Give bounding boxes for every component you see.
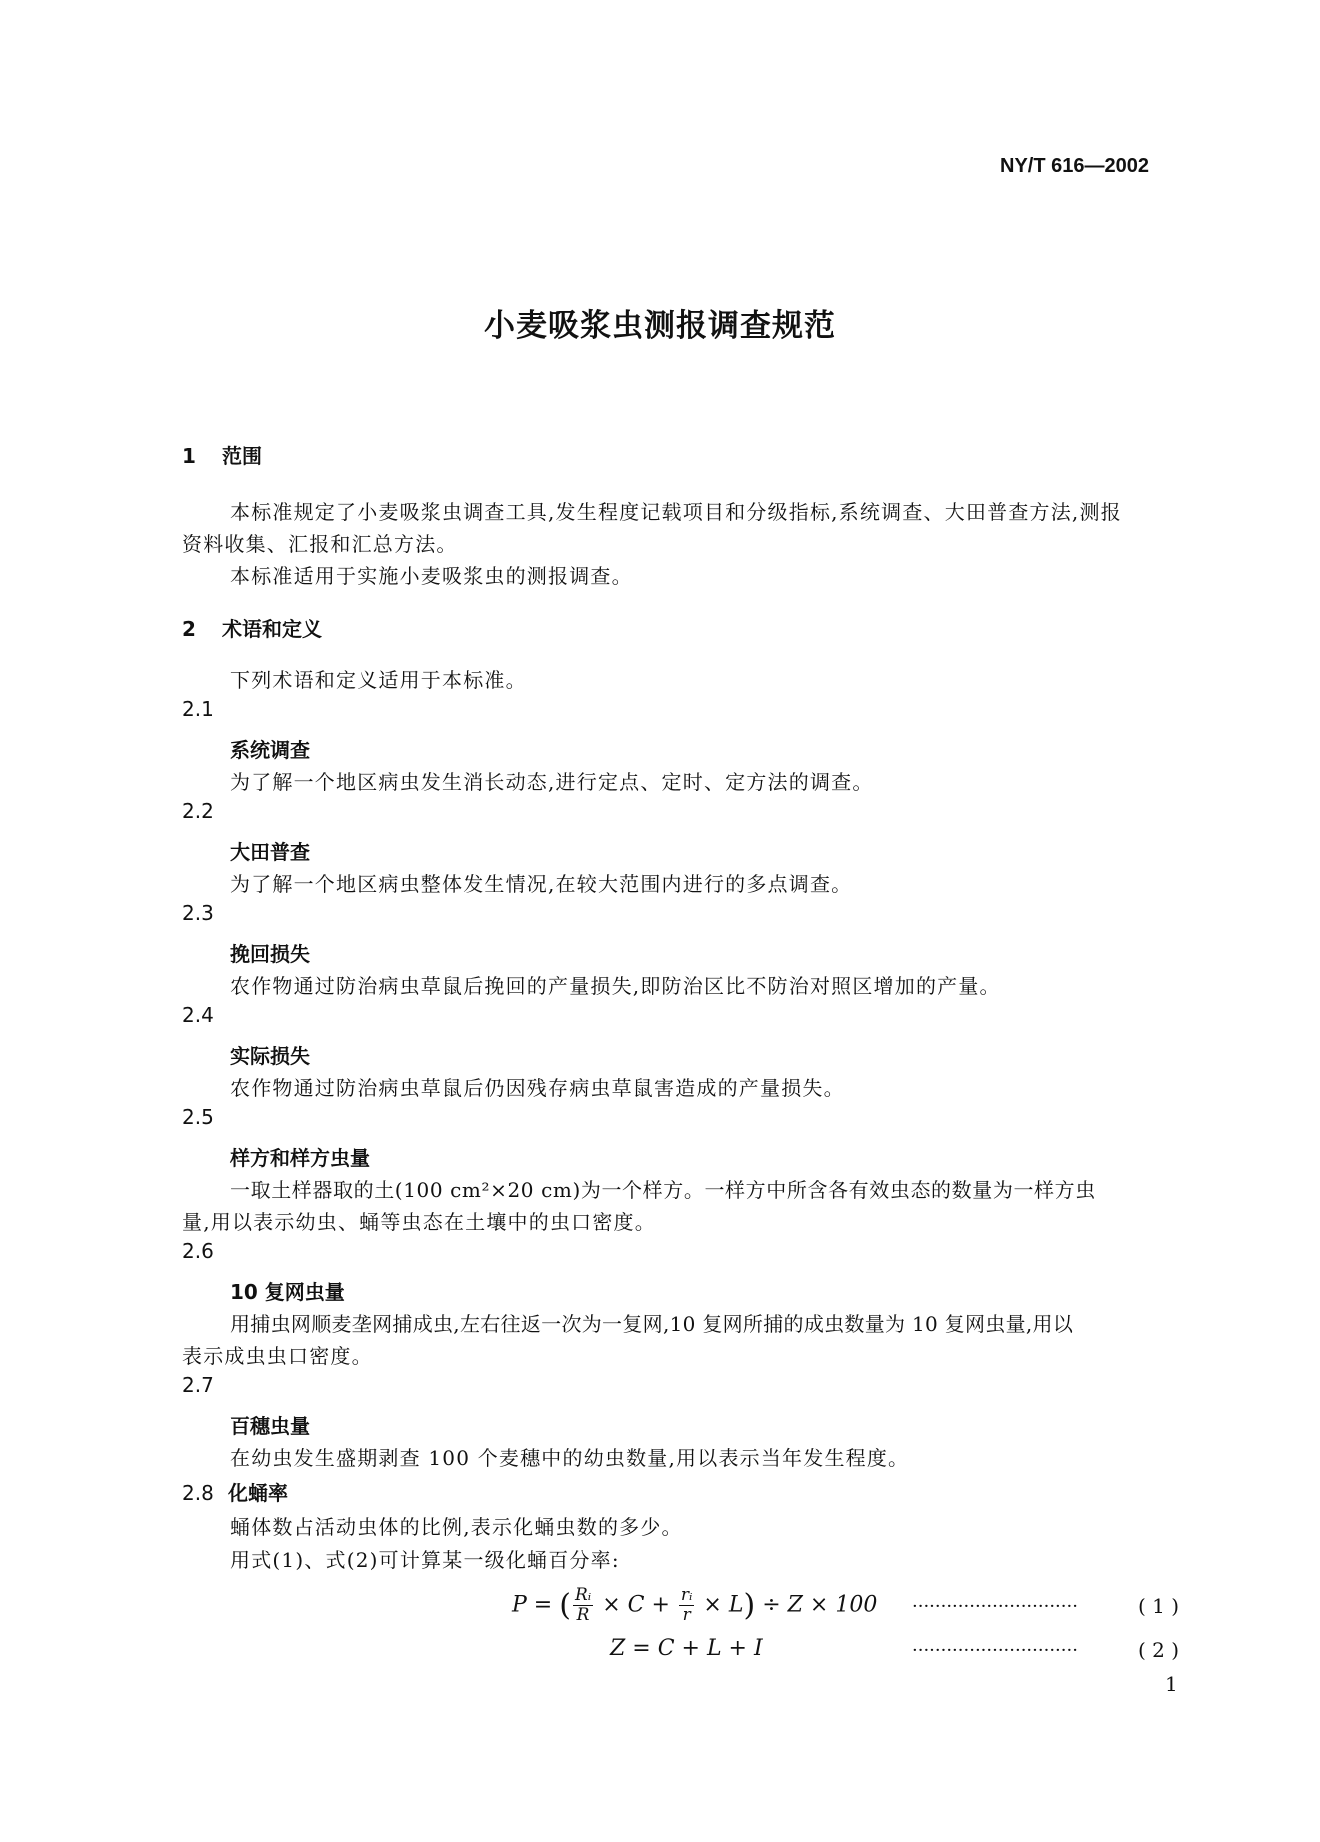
close-paren: ) (743, 1588, 756, 1623)
paragraph: 本标准适用于实施小麦吸浆虫的测报调查。 (230, 564, 633, 588)
term-heading: 挽回损失 (230, 942, 310, 966)
section-1-heading (182, 440, 262, 469)
formula-term: × C + (602, 1592, 670, 1618)
term-definition: 量,用以表示幼虫、蛹等虫态在土壤中的虫口密度。 (182, 1210, 656, 1234)
term-definition: 一取土样器取的土(100 cm²×20 cm)为一个样方。一样方中所含各有效虫态的数量为一样方虫 (230, 1178, 1096, 1202)
formula-label: ( 2 ) (1138, 1638, 1180, 1662)
fraction (679, 1586, 695, 1625)
term-number: 2.3 (182, 901, 214, 925)
section-title: 术语和定义 (222, 617, 322, 641)
term-definition: 用捕虫网顺麦垄网捕成虫,左右往返一次为一复网,10 复网所捕的成虫数量为 10 复网虫量,用以 (230, 1312, 1074, 1336)
leader-dots: ····························· (912, 1640, 1078, 1661)
fraction-numerator: Rᵢ (574, 1585, 592, 1605)
term-heading: 样方和样方虫量 (230, 1146, 370, 1170)
paragraph: 下列术语和定义适用于本标准。 (230, 668, 527, 692)
term-definition: 为了解一个地区病虫发生消长动态,进行定点、定时、定方法的调查。 (230, 770, 874, 794)
term-heading: 百穗虫量 (230, 1414, 310, 1438)
open-paren: ( (559, 1588, 571, 1623)
page-number: 1 (1165, 1672, 1178, 1696)
term-number: 2.7 (182, 1373, 214, 1397)
formula-lhs: P = (512, 1592, 553, 1618)
term-heading-inline (182, 1477, 288, 1506)
term-definition: 农作物通过防治病虫草鼠后仍因残存病虫草鼠害造成的产量损失。 (230, 1076, 845, 1100)
term-number: 2.2 (182, 799, 214, 823)
section-title: 范围 (222, 444, 262, 468)
page-title: 小麦吸浆虫测报调查规范 (484, 308, 836, 344)
section-number: 2 (182, 617, 196, 641)
section-2-heading (182, 613, 322, 642)
term-definition: 蛹体数占活动虫体的比例,表示化蛹虫数的多少。 (230, 1515, 683, 1539)
formula-label: ( 1 ) (1138, 1594, 1180, 1618)
term-number: 2.8 (182, 1481, 214, 1505)
term-number: 2.5 (182, 1105, 214, 1129)
fraction-numerator: rᵢ (680, 1585, 693, 1605)
term-definition: 用式(1)、式(2)可计算某一级化蛹百分率: (230, 1548, 620, 1572)
term-heading: 化蛹率 (228, 1481, 288, 1505)
term-definition: 为了解一个地区病虫整体发生情况,在较大范围内进行的多点调查。 (230, 872, 853, 896)
paragraph: 本标准规定了小麦吸浆虫调查工具,发生程度记载项目和分级指标,系统调查、大田普查方法,测报 (230, 500, 1122, 524)
formula-term: × L (703, 1592, 744, 1618)
term-definition: 表示成虫虫口密度。 (182, 1344, 373, 1368)
term-number: 2.4 (182, 1003, 214, 1027)
fraction (573, 1586, 593, 1625)
term-definition: 在幼虫发生盛期剥查 100 个麦穗中的幼虫数量,用以表示当年发生程度。 (230, 1446, 910, 1470)
fraction-denominator: R (576, 1605, 590, 1625)
formula-2: Z = C + L + I (610, 1636, 763, 1661)
term-heading: 大田普查 (230, 840, 310, 864)
term-number: 2.6 (182, 1239, 214, 1263)
term-definition: 农作物通过防治病虫草鼠后挽回的产量损失,即防治区比不防治对照区增加的产量。 (230, 974, 1001, 998)
term-number: 2.1 (182, 697, 214, 721)
term-heading: 系统调查 (230, 738, 310, 762)
formula-1 (512, 1586, 877, 1625)
fraction-denominator: r (682, 1605, 691, 1625)
section-number: 1 (182, 444, 196, 468)
leader-dots: ····························· (912, 1596, 1078, 1617)
standard-number: NY/T 616—2002 (1000, 155, 1149, 177)
term-heading: 实际损失 (230, 1044, 310, 1068)
term-heading: 10 复网虫量 (230, 1280, 345, 1304)
formula-term: ÷ Z × 100 (762, 1592, 878, 1618)
paragraph: 资料收集、汇报和汇总方法。 (182, 532, 458, 556)
